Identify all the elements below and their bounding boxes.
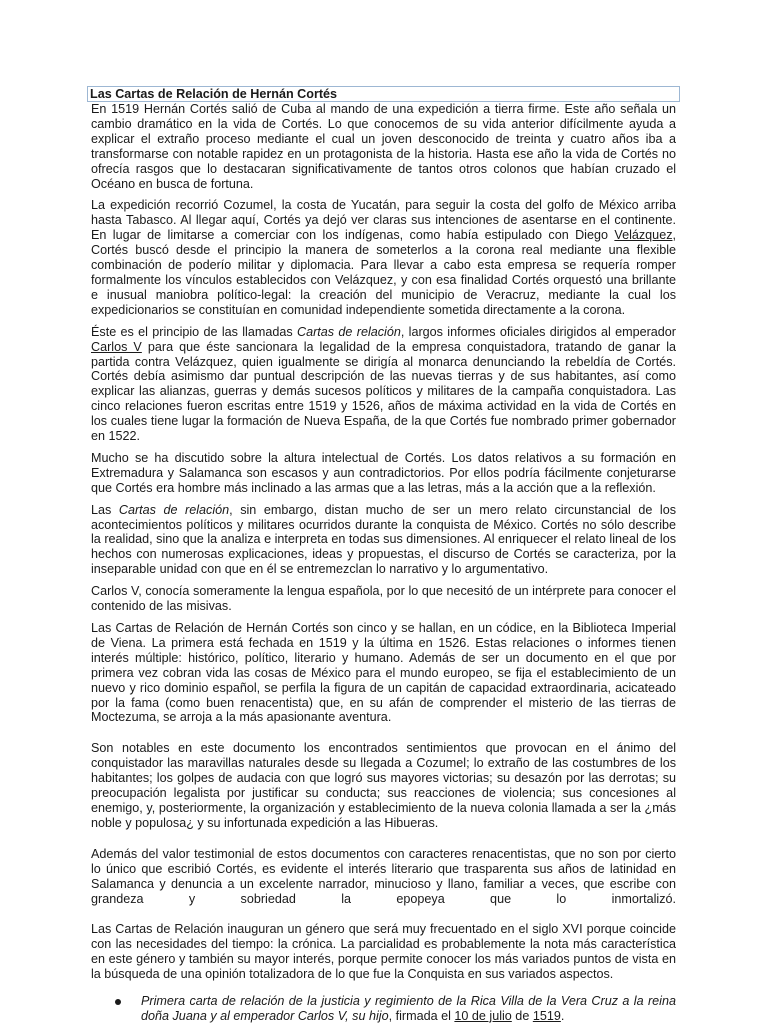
bullet-icon <box>115 999 121 1005</box>
link-date[interactable]: 10 de julio <box>454 1008 512 1023</box>
paragraph-cronica: Las Cartas de Relación inauguran un género que será muy frecuentado en el siglo XVI porque coincide con las necesidades del tiempo: la crónica. La parcialidad es probablemente la nota más característica en este género y también su mayor interés, porque permite conocer los más variados puntos de vista en la búsqueda de una opinión totalizadora de lo que fue la Conquista en sus variados aspectos. <box>91 922 676 982</box>
letters-list <box>91 994 676 1024</box>
link-carlos-v[interactable]: Carlos V <box>91 339 142 354</box>
paragraph-sentiments: Son notables en este documento los encontrados sentimientos que provocan en el ánimo del conquistador las maravillas naturales desde su llegada a Cozumel; lo extraño de las costumbres de los habitantes; los golpes de audacia con que logró sus mayores victorias; su desazón por las derrotas; su preocupación legalista por justificar su conducta; sus reacciones de violencia; sus concesiones al enemigo, y, posteriormente, la organización y establecimiento de la nueva colonia llamada a ser la ¿más noble y populosa¿ y su infortunada expedición a las Hibueras. <box>91 741 676 830</box>
document-title: Las Cartas de Relación de Hernán Cortés <box>87 86 680 102</box>
link-year[interactable]: 1519 <box>532 1008 561 1023</box>
paragraph-intellect: Mucho se ha discutido sobre la altura intelectual de Cortés. Los datos relativos a su formación en Extremadura y Salamanca son escasos y aun contradictorios. Por ellos podría fácilmente conjeturarse que Cortés era hombre más inclinado a las armas que a las letras, más a la acción que a la reflexión. <box>91 450 676 495</box>
list-item: Primera carta de relación de la justicia y regimiento de la Rica Villa de la Vera Cruz a la reina doña Juana y al emperador Carlos V, su hijo, firmada el 10 de julio de 1519. <box>91 994 676 1024</box>
paragraph-carlos-language: Carlos V, conocía someramente la lengua española, por lo que necesitó de un intérprete para conocer el contenido de las misivas. <box>91 584 676 614</box>
paragraph-cartas-analysis: Las Cartas de relación, sin embargo, distan mucho de ser un mero relato circunstancial de los acontecimientos políticos y militares ocurridos durante la conquista de México. Cortés no sólo describe la realidad, sino que la analiza e interpreta en todas sus dimensiones. Al enriquecer el relato lineal de los hechos con numerosas explicaciones, ideas y propuestas, el discurso de Cortés se caracteriza, por la inseparable unidad con que en él se entremezclan lo narrativo y lo argumentativo. <box>91 502 676 577</box>
paragraph-cartas-origin: Éste es el principio de las llamadas Cartas de relación, largos informes oficiales dirigidos al emperador Carlos V para que éste sancionara la legalidad de la empresa conquistadora, tratando de ganar la partida contra Velázquez, quien igualmente se dirigía al monarca denunciando la rebeldía de Cortés. Cortés debía asimismo dar puntual descripción de las nuevas tierras y de sus habitantes, así como explicar las alianzas, guerras y demás sucesos políticos y militares de la campaña conquistadora. Las cinco relaciones fueron escritas entre 1519 y 1526, años de máxima actividad en la vida de Cortés en los cuales tiene lugar la formación de Nueva España, de la que Cortés fue nombrado primer gobernador en 1522. <box>91 324 677 444</box>
paragraph-expedition: La expedición recorrió Cozumel, la costa de Yucatán, para seguir la costa del golfo de México arriba hasta Tabasco. Al llegar aquí, Cortés ya dejó ver claras sus intenciones de asentarse en el continente. En lugar de limitarse a comerciar con los indígenas, como había estipulado con Diego Velázquez, Cortés buscó desde el principio la manera de someterlos a la corona real mediante una flexible combinación de poderío militar y diplomacia. Para llevar a cabo esta empresa se requería romper formalmente los vínculos establecidos con Velázquez, y con esa finalidad Cortés orquestó una brillante e inusual maniobra político-legal: la creación del municipio de Veracruz, mediante la cual los expedicionarios se constituían en comunidad independiente sometida directamente a la corona. <box>91 198 676 317</box>
paragraph-codice: Las Cartas de Relación de Hernán Cortés son cinco y se hallan, en un códice, en la Biblioteca Imperial de Viena. La primera está fechada en 1519 y la última en 1526. Estas relaciones o informes tienen interés múltiple: histórico, político, literario y humano. Además de ser un documento en el que por primera vez cobran vida las cosas de México para el mundo europeo, se fija el establecimiento de un nuevo y rico dominio español, se perfila la figura de un capitán de capacidad extraordinaria, acicateado por la fama (como buen renacentista) que, en su afán de comprender el misterio de las tierras de Moctezuma, se arroja a la más apasionante aventura. <box>91 621 676 725</box>
document-page <box>91 86 676 1024</box>
paragraph-intro: En 1519 Hernán Cortés salió de Cuba al mando de una expedición a tierra firme. Este año señala un cambio dramático en la vida de Cortés. Lo que conocemos de su vida anterior difícilmente ayuda a explicar el extraño proceso mediante el cual un joven desconocido de treinta y cuatro años iba a transformarse con notable rapidez en un protagonista de la historia. Hasta ese año la vida de Cortés no ofrecía rasgos que lo destacaran significativamente de tantos otros colonos que habían cruzado el Océano en busca de fortuna. <box>91 102 676 191</box>
link-velazquez[interactable]: Velázquez <box>614 228 673 243</box>
paragraph-literary-value: Además del valor testimonial de estos documentos con caracteres renacentistas, que no son por cierto lo único que escribió Cortés, es evidente el interés literario que trasparenta sus años de latinidad en Salamanca y denuncia a un excelente narrador, minucioso y llano, familiar a veces, que escribe con grandeza y sobriedad la epopeya que lo inmortalizó. <box>91 846 676 906</box>
